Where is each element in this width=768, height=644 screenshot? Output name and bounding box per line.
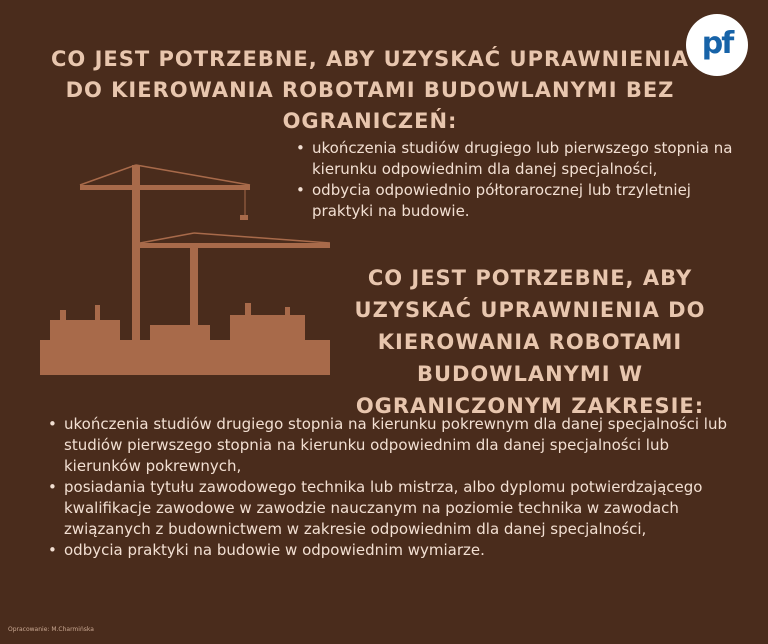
- building: [50, 320, 120, 345]
- section1-heading: CO JEST POTRZEBNE, ABY UZYSKAĆ UPRAWNIENIA DO KIEROWANIA ROBOTAMI BUDOWLANYMI BEZ OGRANICZEŃ:: [51, 47, 689, 133]
- section2-heading: CO JEST POTRZEBNE, ABY UZYSKAĆ UPRAWNIENIA DO KIEROWANIA ROBOTAMI BUDOWLANYMI W OGRANICZONYM ZAKRESIE:: [354, 266, 706, 418]
- section2-list: [46, 414, 736, 561]
- crane-jib: [80, 185, 250, 190]
- list-item: • posiadania tytułu zawodowego technika lub mistrza, albo dyplomu potwierdzającego kwalifikacje zawodowe w zawodzie nauczanym na poziomie technika w zawodach związanych z budownictwem w zakresie odpowiednim dla danej specjalności,: [46, 477, 736, 540]
- list-item: • odbycia odpowiednio półtorarocznej lub trzyletniej praktyki na budowie.: [294, 180, 734, 222]
- credit-text: Opracowanie: M.Charmińska: [8, 626, 94, 633]
- list-item: • odbycia praktyki na budowie w odpowiednim wymiarze.: [46, 540, 736, 561]
- section1-list: [294, 138, 734, 222]
- building: [230, 315, 305, 345]
- pf-logo-text: pf: [701, 25, 733, 61]
- building: [40, 340, 330, 375]
- list-item: • ukończenia studiów drugiego lub pierwszego stopnia na kierunku odpowiednim dla danej specjalności,: [294, 138, 734, 180]
- building: [150, 325, 210, 345]
- crane-jib: [140, 243, 330, 248]
- construction-cranes-illustration: [40, 155, 330, 375]
- list-item: • ukończenia studiów drugiego stopnia na kierunku pokrewnym dla danej specjalności lub studiów pierwszego stopnia na kierunku odpowiednim dla danej specjalności lub kierunków pokrewnych,: [46, 414, 736, 477]
- crane-mast: [132, 165, 140, 340]
